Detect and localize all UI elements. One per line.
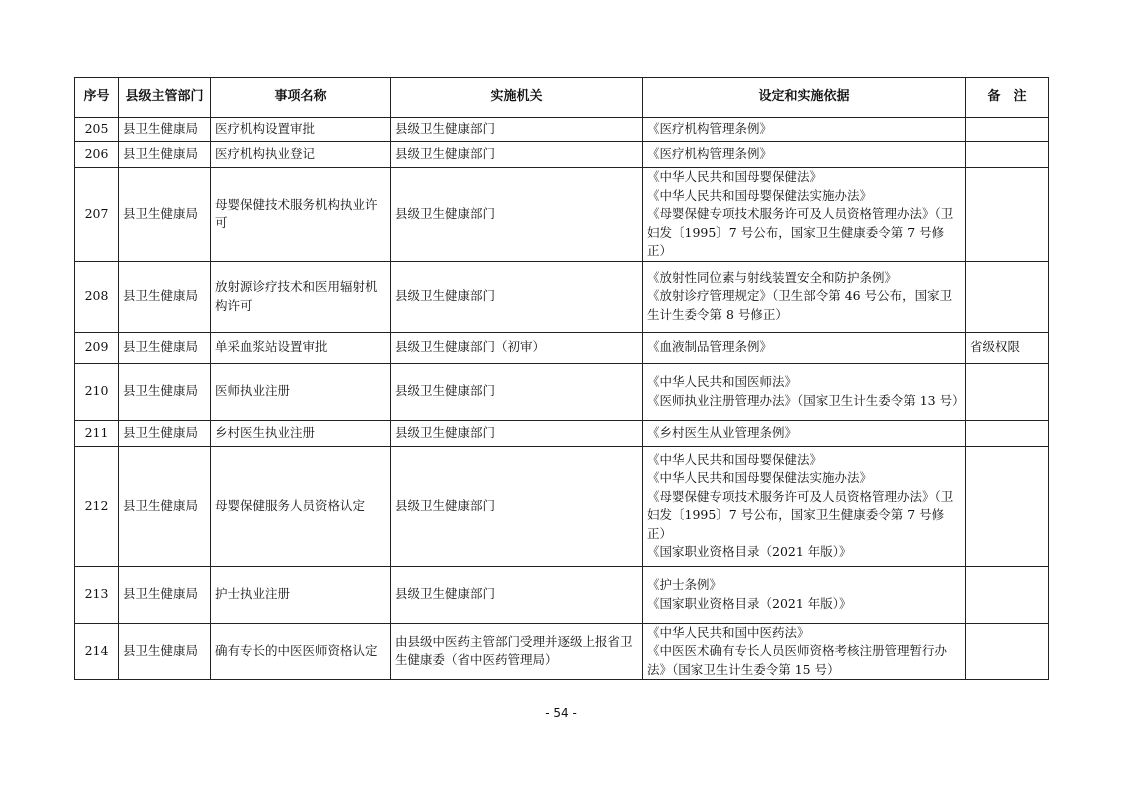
cell-serial-no: 206	[75, 142, 119, 168]
table-header-row	[75, 78, 1049, 118]
items-table	[74, 77, 1049, 680]
basis-line: 《放射性同位素与射线装置安全和防护条例》	[647, 269, 898, 285]
cell-basis	[643, 118, 966, 142]
cell-county-dept: 县卫生健康局	[119, 420, 211, 446]
header-agency: 实施机关	[391, 78, 643, 118]
cell-basis	[643, 363, 966, 420]
cell-notes	[966, 261, 1049, 332]
header-basis: 设定和实施依据	[643, 78, 966, 118]
table-row	[75, 142, 1049, 168]
cell-notes	[966, 446, 1049, 566]
table-body	[75, 118, 1049, 680]
header-item-name: 事项名称	[211, 78, 391, 118]
table-row	[75, 363, 1049, 420]
header-county-dept: 县级主管部门	[119, 78, 211, 118]
basis-line: 《母婴保健专项技术服务许可及人员资格管理办法》（卫妇发〔1995〕7 号公布，国家卫生健康委令第 7 号修正）	[647, 488, 954, 541]
basis-line: 《国家职业资格目录（2021 年版）》	[647, 544, 852, 559]
page-number: - 54 -	[545, 706, 577, 720]
cell-serial-no: 210	[75, 363, 119, 420]
cell-county-dept: 县卫生健康局	[119, 566, 211, 623]
basis-line: 《中医医术确有专长人员医师资格考核注册管理暂行办法》（国家卫生计生委令第 15 号）	[647, 643, 948, 677]
cell-agency: 县级卫生健康部门	[391, 118, 643, 142]
cell-agency: 县级卫生健康部门	[391, 168, 643, 262]
basis-line: 《医师执业注册管理办法》（国家卫生计生委令第 13 号）	[647, 392, 965, 408]
cell-serial-no: 211	[75, 420, 119, 446]
cell-agency: 县级卫生健康部门	[391, 566, 643, 623]
cell-agency: 县级卫生健康部门（初审）	[391, 332, 643, 363]
cell-serial-no: 209	[75, 332, 119, 363]
cell-agency: 县级卫生健康部门	[391, 363, 643, 420]
cell-notes	[966, 168, 1049, 262]
basis-line: 《乡村医生从业管理条例》	[647, 424, 798, 440]
cell-serial-no: 208	[75, 261, 119, 332]
cell-serial-no: 214	[75, 623, 119, 680]
cell-agency: 县级卫生健康部门	[391, 446, 643, 566]
basis-line: 《母婴保健专项技术服务许可及人员资格管理办法》（卫妇发〔1995〕7 号公布，国家卫生健康委令第 7 号修正）	[647, 206, 954, 258]
cell-agency: 县级卫生健康部门	[391, 420, 643, 446]
cell-item-name: 医疗机构设置审批	[211, 118, 391, 142]
cell-notes	[966, 118, 1049, 142]
cell-basis	[643, 446, 966, 566]
cell-item-name: 医疗机构执业登记	[211, 142, 391, 168]
cell-item-name: 医师执业注册	[211, 363, 391, 420]
basis-line: 《中华人民共和国母婴保健法实施办法》	[647, 187, 873, 203]
basis-line: 《放射诊疗管理规定》（卫生部令第 46 号公布，国家卫生计生委令第 8 号修正）	[647, 288, 953, 322]
cell-agency: 由县级中医药主管部门受理并逐级上报省卫生健康委（省中医药管理局）	[391, 623, 643, 680]
cell-item-name: 放射源诊疗技术和医用辐射机构许可	[211, 261, 391, 332]
table-row	[75, 566, 1049, 623]
cell-serial-no: 205	[75, 118, 119, 142]
cell-serial-no: 207	[75, 168, 119, 262]
cell-basis	[643, 142, 966, 168]
cell-county-dept: 县卫生健康局	[119, 261, 211, 332]
table-row	[75, 446, 1049, 566]
cell-notes: 省级权限	[966, 332, 1049, 363]
basis-line: 《医疗机构管理条例》	[647, 121, 773, 137]
basis-line: 《中华人民共和国母婴保健法》	[647, 451, 823, 467]
cell-county-dept: 县卫生健康局	[119, 623, 211, 680]
cell-item-name: 乡村医生执业注册	[211, 420, 391, 446]
basis-line: 《国家职业资格目录（2021 年版）》	[647, 595, 852, 611]
cell-basis	[643, 168, 966, 262]
basis-line: 《中华人民共和国中医药法》	[647, 624, 810, 640]
cell-item-name: 单采血浆站设置审批	[211, 332, 391, 363]
basis-line: 《中华人民共和国医师法》	[647, 374, 798, 389]
table-row	[75, 168, 1049, 262]
cell-county-dept: 县卫生健康局	[119, 446, 211, 566]
cell-county-dept: 县卫生健康局	[119, 118, 211, 142]
table-row	[75, 261, 1049, 332]
table-row	[75, 332, 1049, 363]
table-row	[75, 420, 1049, 446]
cell-county-dept: 县卫生健康局	[119, 142, 211, 168]
cell-item-name: 护士执业注册	[211, 566, 391, 623]
cell-agency: 县级卫生健康部门	[391, 142, 643, 168]
cell-item-name: 母婴保健技术服务机构执业许可	[211, 168, 391, 262]
cell-notes	[966, 420, 1049, 446]
cell-item-name: 确有专长的中医医师资格认定	[211, 623, 391, 680]
cell-notes	[966, 623, 1049, 680]
cell-basis	[643, 623, 966, 680]
table-row	[75, 623, 1049, 680]
cell-county-dept: 县卫生健康局	[119, 363, 211, 420]
table-row	[75, 118, 1049, 142]
basis-line: 《血液制品管理条例》	[647, 339, 773, 355]
header-serial-no: 序号	[75, 78, 119, 118]
header-notes: 备 注	[966, 78, 1049, 118]
basis-line: 《中华人民共和国母婴保健法实施办法》	[647, 470, 873, 485]
cell-basis	[643, 566, 966, 623]
cell-basis	[643, 261, 966, 332]
cell-item-name: 母婴保健服务人员资格认定	[211, 446, 391, 566]
basis-line: 《中华人民共和国母婴保健法》	[647, 169, 823, 184]
cell-notes	[966, 566, 1049, 623]
cell-county-dept: 县卫生健康局	[119, 168, 211, 262]
cell-agency: 县级卫生健康部门	[391, 261, 643, 332]
cell-notes	[966, 142, 1049, 168]
cell-basis	[643, 420, 966, 446]
basis-line: 《护士条例》	[647, 577, 723, 592]
cell-serial-no: 212	[75, 446, 119, 566]
basis-line: 《医疗机构管理条例》	[647, 146, 773, 162]
cell-county-dept: 县卫生健康局	[119, 332, 211, 363]
cell-basis	[643, 332, 966, 363]
cell-notes	[966, 363, 1049, 420]
cell-serial-no: 213	[75, 566, 119, 623]
